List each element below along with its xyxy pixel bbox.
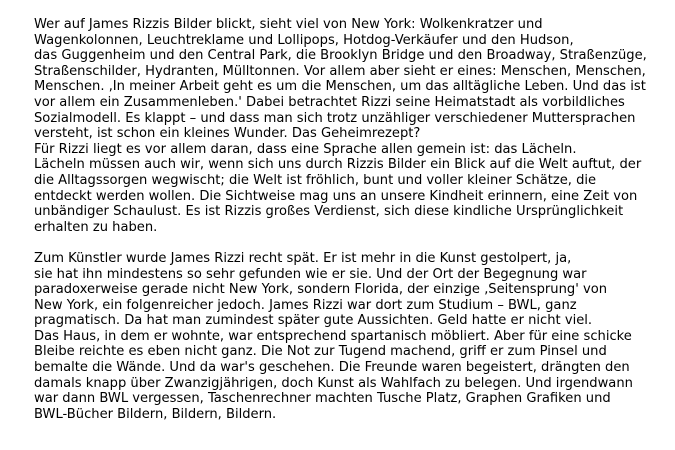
text-line: Bleibe reichte es eben nicht ganz. Die Not zur Tugend machend, griff er zum Pinsel und bbox=[34, 344, 607, 360]
text-line: Lächeln müssen auch wir, wenn sich uns durch Rizzis Bilder ein Blick auf die Welt auftut, der bbox=[34, 157, 642, 173]
text-line: bemalte die Wände. Und da war's geschehen. Die Freunde waren begeistert, drängten den bbox=[34, 360, 630, 376]
text-line: erhalten zu haben. bbox=[34, 219, 158, 235]
document-page bbox=[34, 17, 674, 422]
text-line: BWL-Bücher Bildern, Bildern, Bildern. bbox=[34, 406, 277, 422]
text-line: die Alltagssorgen wegwischt; die Welt ist fröhlich, bunt und voller kleiner Schätze, die bbox=[34, 172, 597, 188]
text-line: Wagenkolonnen, Leuchtreklame und Lollipops, Hotdog-Verkäufer und den Hudson, bbox=[34, 32, 574, 48]
text-line: paradoxerweise gerade nicht New York, sondern Florida, der einzige ‚Seitensprung' von bbox=[34, 282, 608, 298]
text-line: Wer auf James Rizzis Bilder blickt, sieht viel von New York: Wolkenkratzer und bbox=[34, 17, 543, 32]
text-line: damals knapp über Zwanzigjährigen, doch Kunst als Wahlfach zu belegen. Und irgendwann bbox=[34, 375, 633, 391]
paragraph-1 bbox=[34, 17, 674, 235]
text-line: New York, ein folgenreicher jedoch. James Rizzi war dort zum Studium – BWL, ganz bbox=[34, 297, 577, 313]
text-line: pragmatisch. Da hat man zumindest später gute Aussichten. Geld hatte er nicht viel. bbox=[34, 313, 593, 329]
text-line: Für Rizzi liegt es vor allem daran, dass eine Sprache allen gemein ist: das Lächeln. bbox=[34, 141, 577, 157]
text-line: war dann BWL vergessen, Taschenrechner machten Tusche Platz, Graphen Grafiken und bbox=[34, 391, 611, 407]
paragraph-gap bbox=[34, 235, 674, 251]
text-line: unbändiger Schaulust. Es ist Rizzis großes Verdienst, sich diese kindliche Ursprünglichkeit bbox=[34, 204, 624, 220]
text-line: Menschen. ‚In meiner Arbeit geht es um die Menschen, um das alltägliche Leben. Und das ist bbox=[34, 79, 646, 95]
text-line: Das Haus, in dem er wohnte, war entsprechend spartanisch möbliert. Aber für eine schicke bbox=[34, 328, 632, 344]
text-line: versteht, ist schon ein kleines Wunder. Das Geheimrezept? bbox=[34, 126, 421, 142]
text-line: Straßenschilder, Hydranten, Mülltonnen. Vor allem aber sieht er eines: Menschen, Menschen, bbox=[34, 63, 646, 79]
paragraph-2 bbox=[34, 251, 674, 423]
text-line: sie hat ihn mindestens so sehr gefunden wie er sie. Und der Ort der Begegnung war bbox=[34, 266, 587, 282]
text-line: Zum Künstler wurde James Rizzi recht spät. Er ist mehr in die Kunst gestolpert, ja, bbox=[34, 250, 572, 266]
text-line: Sozialmodell. Es klappt – und dass man sich trotz unzähliger verschiedener Muttersprachen bbox=[34, 110, 636, 126]
text-line: vor allem ein Zusammenleben.' Dabei betrachtet Rizzi seine Heimatstadt als vorbildliches bbox=[34, 94, 625, 110]
text-line: entdeckt werden wollen. Die Sichtweise mag uns an unsere Kindheit erinnern, eine Zeit von bbox=[34, 188, 638, 204]
text-line: das Guggenheim und den Central Park, die Brooklyn Bridge und den Broadway, Straßenzüge, bbox=[34, 48, 647, 64]
